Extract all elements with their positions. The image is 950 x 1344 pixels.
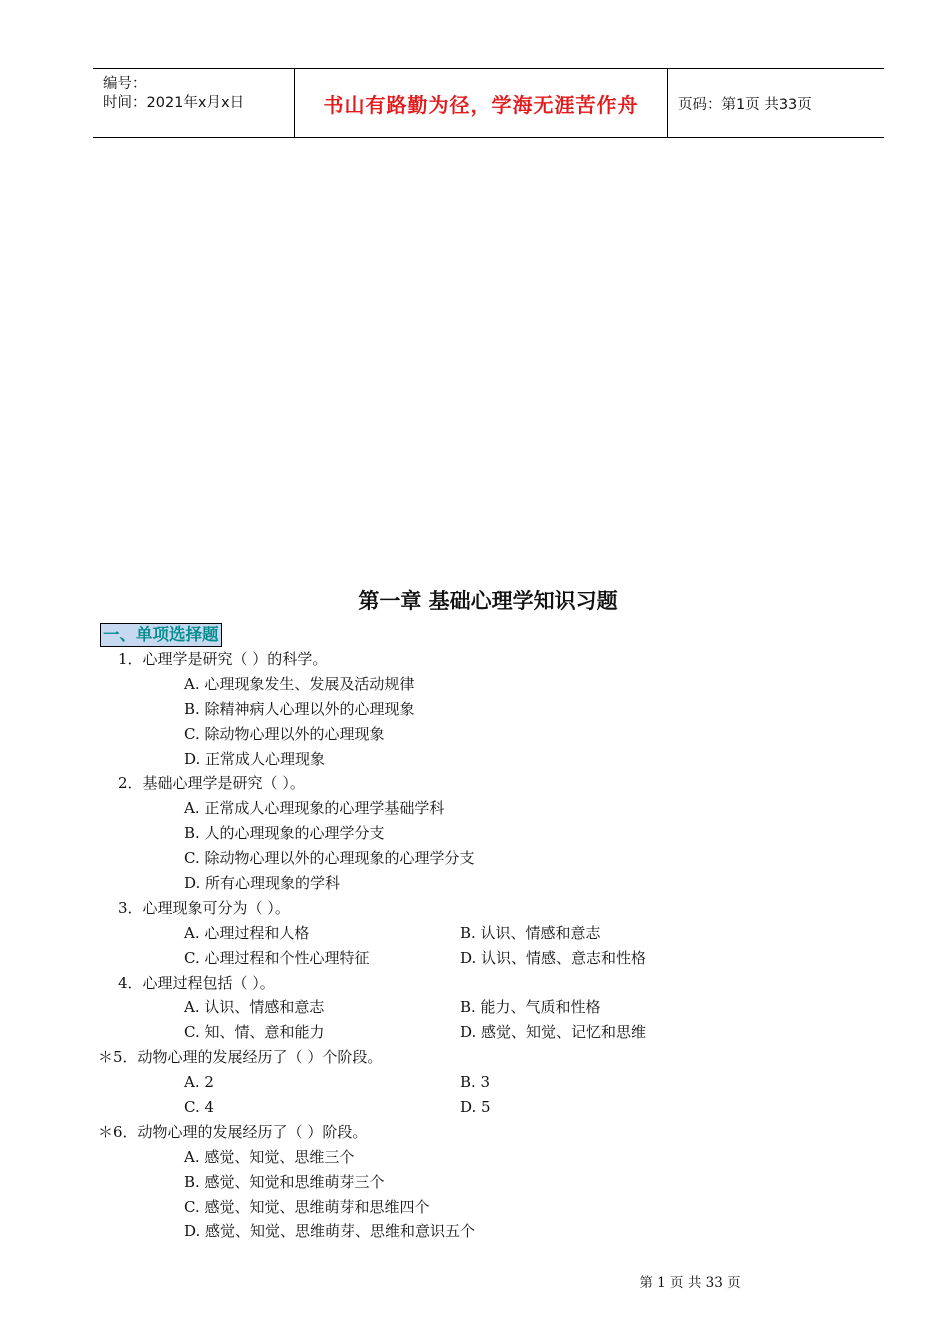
question-5-option-c: C. 4	[184, 1098, 215, 1117]
question-4-option-b: B. 能力、气质和性格	[460, 998, 601, 1017]
question-1-option-d-row	[0, 747, 950, 772]
question-3-option-a: A. 心理过程和人格	[184, 923, 310, 942]
question-3-option-b: B. 认识、情感和意志	[460, 923, 601, 942]
question-3-stem-row	[0, 896, 950, 921]
question-3-options-cd-row	[0, 946, 950, 971]
question-2-stem-row	[0, 771, 950, 796]
header-table	[93, 68, 884, 138]
question-1-option-c-row	[0, 722, 950, 747]
question-1-option-b-row	[0, 697, 950, 722]
header-page-cell	[668, 69, 884, 137]
serial-label: 编号：	[103, 76, 147, 92]
question-4-option-d: D. 感觉、知觉、记忆和思维	[460, 1023, 647, 1042]
question-5-option-a: A. 2	[184, 1073, 214, 1092]
question-2-option-d: D. 所有心理现象的学科	[184, 874, 341, 893]
question-4-option-a: A. 认识、情感和意志	[184, 998, 325, 1017]
question-6-option-d: D. 感觉、知觉、思维萌芽、思维和意识五个	[184, 1222, 476, 1241]
question-1-option-a: A. 心理现象发生、发展及活动规律	[184, 674, 415, 693]
question-2-option-b-row	[0, 821, 950, 846]
question-1-stem: 1．心理学是研究（ ）的科学。	[118, 650, 328, 668]
question-4-option-c: C. 知、情、意和能力	[184, 1023, 325, 1042]
question-6-option-a: A. 感觉、知觉、思维三个	[184, 1147, 355, 1166]
question-5-options-cd-row	[0, 1095, 950, 1120]
motto: 书山有路勤为径，学海无涯苦作舟	[323, 92, 639, 117]
question-2-option-b: B. 人的心理现象的心理学分支	[184, 824, 385, 843]
question-3-stem: 3．心理现象可分为（ ）。	[118, 898, 290, 917]
question-1-option-a-row	[0, 672, 950, 697]
question-6-option-d-row	[0, 1219, 950, 1244]
question-4-stem-row	[0, 971, 950, 996]
question-6-option-c-row	[0, 1195, 950, 1220]
time-label: 时间：2021年x月x日	[103, 95, 245, 111]
question-6-option-c: C. 感觉、知觉、思维萌芽和思维四个	[184, 1197, 430, 1216]
question-5-option-b: B. 3	[460, 1073, 491, 1092]
section-heading: 一、单项选择题	[100, 623, 222, 647]
question-1-option-d: D. 正常成人心理现象	[184, 749, 326, 768]
page-label: 页码：第1页 共33页	[678, 96, 812, 113]
question-6-stem-row	[0, 1120, 950, 1145]
page-footer: 第 1 页 共 33 页	[639, 1275, 741, 1291]
question-4-stem: 4．心理过程包括（ ）。	[118, 973, 275, 992]
question-6-option-b: B. 感觉、知觉和思维萌芽三个	[184, 1172, 385, 1191]
question-3-options-ab-row	[0, 921, 950, 946]
header-info-cell	[93, 69, 295, 137]
question-2-option-a-row	[0, 796, 950, 821]
question-6-stem: ＊6．动物心理的发展经历了（ ）阶段。	[98, 1122, 368, 1141]
question-1-option-b: B. 除精神病人心理以外的心理现象	[184, 699, 415, 718]
question-2-option-c: C. 除动物心理以外的心理现象的心理学分支	[184, 849, 475, 868]
question-4-options-ab-row	[0, 995, 950, 1020]
question-5-stem-row	[0, 1045, 950, 1070]
question-2-option-d-row	[0, 871, 950, 896]
question-3-option-c: C. 心理过程和个性心理特征	[184, 948, 370, 967]
question-6-option-a-row	[0, 1145, 950, 1170]
question-2-stem: 2．基础心理学是研究（ ）。	[118, 774, 305, 793]
chapter-title: 第一章 基础心理学知识习题	[358, 589, 618, 613]
question-5-options-ab-row	[0, 1070, 950, 1095]
question-list	[0, 647, 950, 1244]
question-4-options-cd-row	[0, 1020, 950, 1045]
header-motto-cell	[295, 69, 668, 137]
question-2-option-c-row	[0, 846, 950, 871]
question-5-option-d: D. 5	[460, 1098, 491, 1117]
question-3-option-d: D. 认识、情感、意志和性格	[460, 948, 647, 967]
question-2-option-a: A. 正常成人心理现象的心理学基础学科	[184, 799, 445, 818]
question-6-option-b-row	[0, 1170, 950, 1195]
question-1-option-c: C. 除动物心理以外的心理现象	[184, 724, 385, 743]
question-1-stem-row	[0, 647, 950, 672]
question-5-stem: ＊5．动物心理的发展经历了（ ）个阶段。	[98, 1048, 383, 1067]
